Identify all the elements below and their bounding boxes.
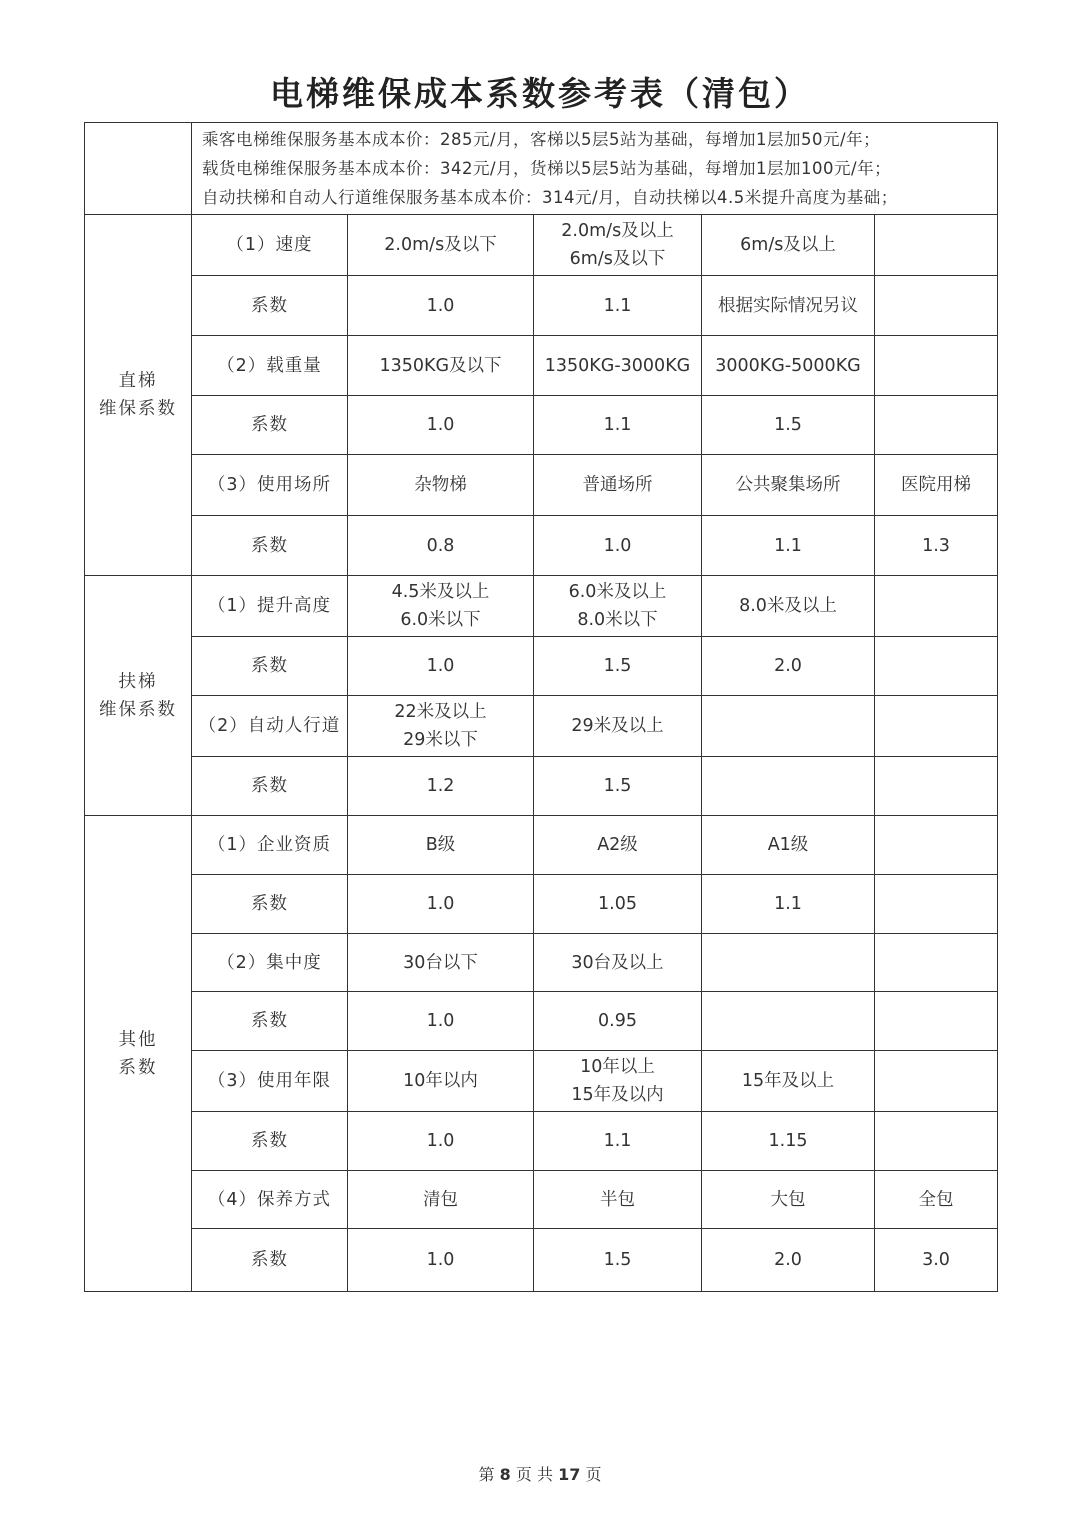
row-label-cell: （2）载重量 — [192, 336, 348, 396]
value-cell — [875, 637, 998, 696]
value-cell — [348, 336, 534, 396]
value-line: 1.0 — [426, 656, 455, 676]
value-cell — [702, 336, 875, 396]
row-label-cell: 系数 — [192, 875, 348, 934]
value-line: 6.0米及以上 — [568, 582, 667, 602]
value-line: 0.8 — [426, 535, 455, 556]
value-cell — [534, 696, 702, 757]
value-line: 6m/s及以上 — [740, 235, 836, 255]
value-cell — [348, 576, 534, 637]
value-cell — [534, 276, 702, 336]
footer-prefix: 第 — [478, 1465, 495, 1484]
value-cell — [534, 516, 702, 576]
value-cell — [534, 875, 702, 934]
value-cell — [348, 816, 534, 875]
value-cell — [348, 1051, 534, 1112]
value-cell — [702, 1229, 875, 1292]
value-line: 10年以上 — [580, 1057, 655, 1077]
row-label-cell: （1）企业资质 — [192, 816, 348, 875]
value-cell — [875, 816, 998, 875]
value-line: 29米及以上 — [571, 716, 664, 736]
intro-line-passenger: 乘客电梯维保服务基本成本价：285元/月，客梯以5层5站为基础，每增加1层加50元/年； — [202, 130, 881, 149]
value-line: 1350KG及以下 — [379, 355, 502, 376]
value-cell — [702, 455, 875, 516]
value-cell — [534, 215, 702, 276]
value-line: 22米及以上 — [394, 702, 487, 722]
table-row — [85, 992, 998, 1051]
value-cell — [702, 1171, 875, 1229]
value-cell — [534, 1171, 702, 1229]
group-label-line: 维保系数 — [99, 399, 177, 419]
value-line: 6m/s及以下 — [569, 249, 666, 269]
value-line: 15年及以内 — [571, 1085, 664, 1105]
value-line: 3.0 — [922, 1250, 950, 1270]
value-cell — [534, 637, 702, 696]
value-line: 1.0 — [426, 894, 455, 914]
value-cell — [702, 396, 875, 455]
group-label-line: 系数 — [118, 1057, 158, 1078]
value-cell — [534, 1112, 702, 1171]
group-label-line: 直梯 — [118, 371, 158, 391]
row-label-cell: 系数 — [192, 516, 348, 576]
value-line: B级 — [425, 835, 456, 855]
page-title: 电梯维保成本系数参考表（清包） — [270, 74, 810, 113]
table-row — [85, 696, 998, 757]
row-label-cell: 系数 — [192, 757, 348, 816]
table-row — [85, 1229, 998, 1292]
value-line: 8.0米及以上 — [739, 596, 837, 616]
value-cell — [534, 455, 702, 516]
value-line: 1.1 — [774, 894, 802, 914]
value-cell — [348, 516, 534, 576]
row-label-cell: （1）速度 — [192, 215, 348, 276]
value-cell — [534, 816, 702, 875]
table-row — [85, 576, 998, 637]
footer-middle: 页 共 — [515, 1465, 553, 1484]
value-line: 1.1 — [603, 295, 632, 316]
value-line: 2.0m/s及以上 — [561, 221, 674, 241]
row-label-cell: 系数 — [192, 276, 348, 336]
value-line: 6.0米以下 — [400, 610, 481, 630]
footer-total-pages: 17 — [558, 1465, 581, 1484]
value-cell — [875, 934, 998, 992]
value-cell — [875, 396, 998, 455]
footer-page-number: 8 — [499, 1465, 511, 1484]
value-line: 1350KG-3000KG — [544, 355, 691, 376]
group-label-cell — [85, 816, 192, 1292]
group-label-line: 其他 — [118, 1029, 158, 1050]
value-line: 1.0 — [426, 1011, 455, 1031]
value-line: 30台以下 — [403, 952, 478, 973]
table-row — [85, 336, 998, 396]
value-cell — [702, 875, 875, 934]
value-line: 1.15 — [768, 1131, 808, 1151]
row-label-cell: （3）使用场所 — [192, 455, 348, 516]
group-label-cell — [85, 215, 192, 576]
value-line: 0.95 — [598, 1011, 637, 1031]
table-row — [85, 637, 998, 696]
table-row — [85, 1112, 998, 1171]
value-line: 1.1 — [603, 1131, 632, 1151]
intro-line-escalator: 自动扶梯和自动人行道维保服务基本成本价：314元/月，自动扶梯以4.5米提升高度为基础； — [202, 188, 898, 207]
value-cell — [875, 1051, 998, 1112]
table-row — [85, 455, 998, 516]
value-line: 1.5 — [603, 776, 632, 796]
value-line: 1.5 — [774, 415, 802, 435]
value-cell — [534, 1051, 702, 1112]
group-label-cell — [85, 576, 192, 816]
intro-blank-cell — [85, 123, 192, 215]
value-cell — [875, 516, 998, 576]
group-label-line: 维保系数 — [99, 699, 177, 720]
value-cell — [702, 576, 875, 637]
value-line: 1.0 — [426, 295, 455, 316]
value-line: 医院用梯 — [901, 475, 971, 495]
row-label-cell: （3）使用年限 — [192, 1051, 348, 1112]
value-cell — [348, 992, 534, 1051]
value-cell — [348, 637, 534, 696]
value-line: 2.0 — [774, 1250, 802, 1270]
value-line: 1.0 — [426, 1250, 455, 1270]
value-line: 1.1 — [774, 535, 802, 556]
table-row — [85, 1051, 998, 1112]
value-line: 1.3 — [922, 535, 950, 556]
value-cell — [875, 875, 998, 934]
value-cell — [875, 576, 998, 637]
table-row — [85, 516, 998, 576]
value-line: 2.0 — [774, 656, 802, 676]
value-cell — [702, 637, 875, 696]
value-cell — [875, 276, 998, 336]
value-cell — [534, 757, 702, 816]
value-cell — [348, 396, 534, 455]
value-cell — [875, 696, 998, 757]
table-row — [85, 396, 998, 455]
value-line: 1.5 — [603, 1250, 632, 1270]
table-row — [85, 816, 998, 875]
value-cell — [534, 396, 702, 455]
value-line: 15年及以上 — [741, 1071, 835, 1091]
value-cell — [534, 934, 702, 992]
value-cell — [348, 276, 534, 336]
value-line: 30台及以上 — [571, 952, 664, 973]
coefficient-table — [84, 122, 998, 1292]
row-label-cell: 系数 — [192, 1229, 348, 1292]
table-row — [85, 215, 998, 276]
value-line: 半包 — [600, 1189, 635, 1210]
page-footer — [0, 1462, 1080, 1485]
value-cell — [534, 336, 702, 396]
row-label-cell: 系数 — [192, 1112, 348, 1171]
value-cell — [875, 336, 998, 396]
row-label-cell: （2）自动人行道 — [192, 696, 348, 757]
value-cell — [875, 757, 998, 816]
value-cell — [348, 757, 534, 816]
value-line: 3000KG-5000KG — [715, 355, 861, 376]
value-cell — [348, 1171, 534, 1229]
footer-suffix: 页 — [585, 1465, 602, 1484]
value-cell — [702, 215, 875, 276]
value-line: 1.2 — [426, 776, 455, 796]
value-line: 1.0 — [426, 415, 455, 435]
value-line: A2级 — [597, 835, 638, 855]
value-cell — [702, 757, 875, 816]
row-label-cell: 系数 — [192, 992, 348, 1051]
value-cell — [875, 455, 998, 516]
value-cell — [348, 1229, 534, 1292]
value-cell — [348, 1112, 534, 1171]
value-line: 29米以下 — [403, 730, 478, 750]
value-line: 8.0米以下 — [577, 610, 658, 630]
value-line: 10年以内 — [403, 1071, 478, 1091]
value-cell — [702, 992, 875, 1051]
value-cell — [702, 816, 875, 875]
intro-line-freight: 载货电梯维保服务基本成本价：342元/月，货梯以5层5站为基础，每增加1层加100元/年； — [202, 159, 892, 178]
value-line: 清包 — [423, 1189, 458, 1210]
value-line: 普通场所 — [582, 475, 653, 495]
value-line: 1.05 — [598, 894, 637, 914]
value-line: A1级 — [767, 835, 809, 855]
table-row — [85, 1171, 998, 1229]
group-label-line: 扶梯 — [118, 671, 158, 692]
value-cell — [702, 516, 875, 576]
value-cell — [534, 992, 702, 1051]
value-line: 4.5米及以上 — [391, 582, 490, 602]
value-cell — [702, 696, 875, 757]
value-line: 大包 — [770, 1189, 806, 1210]
value-cell — [702, 1051, 875, 1112]
value-cell — [702, 934, 875, 992]
value-cell — [348, 875, 534, 934]
value-cell — [875, 1112, 998, 1171]
value-cell — [534, 576, 702, 637]
table-row — [85, 875, 998, 934]
value-cell — [534, 1229, 702, 1292]
value-cell — [348, 696, 534, 757]
value-cell — [875, 215, 998, 276]
row-label-cell: 系数 — [192, 396, 348, 455]
value-line: 1.0 — [426, 1131, 455, 1151]
row-label-cell: 系数 — [192, 637, 348, 696]
value-line: 2.0m/s及以下 — [384, 235, 497, 255]
value-cell — [875, 992, 998, 1051]
value-cell — [348, 455, 534, 516]
table-row — [85, 757, 998, 816]
value-cell — [348, 215, 534, 276]
row-label-cell: （4）保养方式 — [192, 1171, 348, 1229]
intro-cell — [192, 123, 998, 215]
value-line: 根据实际情况另议 — [718, 295, 858, 316]
value-cell — [702, 276, 875, 336]
value-line: 1.1 — [603, 415, 632, 435]
value-cell — [348, 934, 534, 992]
value-line: 公共聚集场所 — [735, 475, 841, 495]
table-row — [85, 934, 998, 992]
row-label-cell: （1）提升高度 — [192, 576, 348, 637]
value-line: 杂物梯 — [414, 475, 467, 495]
value-line: 1.5 — [603, 656, 632, 676]
value-cell — [875, 1229, 998, 1292]
row-label-cell: （2）集中度 — [192, 934, 348, 992]
value-line: 1.0 — [603, 535, 632, 556]
table-row — [85, 276, 998, 336]
value-cell — [875, 1171, 998, 1229]
value-line: 全包 — [918, 1189, 954, 1210]
value-cell — [702, 1112, 875, 1171]
intro-row — [85, 123, 998, 215]
